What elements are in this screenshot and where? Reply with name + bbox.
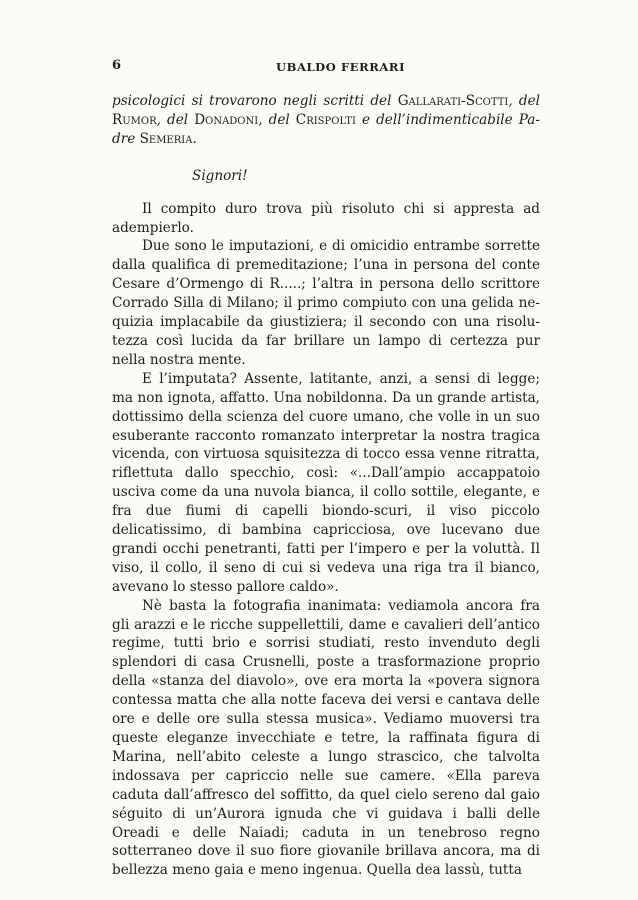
paragraph: E l’imputata? Assente, latitante, anzi, a sensi di legge; ma non ignota, affatto. Una nobildonna. Da un grande artista, dottissimo della scienza del cuore umano, che volle in un suo esuberante racconto romanzato interpretar la nostra tragica vicenda, con virtuosa squisitezza di tocco essa venne ritratta, riflettuta dallo specchio, così: «...Dall’ampio accappatoio usciva come da una nuvola bianca, il collo sottile, elegante, e fra due fiumi di capelli biondo-scuri, il viso piccolo delicatissimo, di bambina capricciosa, ove lucevano due grandi occhi penetranti, fatti per l’impero e per la voluttà. Il viso, il collo, il seno di cui si vedeva una riga tra il bianco, avevano lo stesso pallore caldo». bbox=[112, 370, 540, 595]
author-name: Crispolti bbox=[295, 111, 356, 128]
author-name: Semeria bbox=[139, 130, 193, 147]
intro-text: , del bbox=[258, 111, 296, 128]
page-number: 6 bbox=[112, 58, 122, 73]
salutation: Signori! bbox=[192, 167, 248, 184]
intro-text: , del bbox=[508, 93, 540, 109]
running-head: UBALDO FERRARI bbox=[276, 60, 406, 74]
intro-text: e dell’indimenticabile bbox=[355, 111, 519, 128]
intro-paragraph bbox=[112, 92, 540, 149]
intro-text: psicologici si trovarono negli scritti del bbox=[112, 93, 398, 109]
author-name: Donadoni bbox=[194, 111, 259, 128]
intro-text: Padre bbox=[112, 111, 540, 147]
paragraph: Il compito duro trova più risoluto chi si appresta ad adempierlo. bbox=[112, 200, 540, 236]
author-name: Gallarati-Scotti bbox=[397, 93, 509, 109]
body-text bbox=[112, 92, 540, 880]
author-name: Rumor bbox=[112, 111, 157, 128]
intro-text: , del bbox=[156, 111, 195, 128]
intro-text: . bbox=[192, 130, 197, 147]
paragraph: Due sono le imputazioni, e di omicidio entrambe sorrette dalla qualifica di premeditazione; l’una in persona del conte Cesare d’Ormengo di R.....; l’altra in persona dello scrittore Corrado Silla di Milano; il primo compiuto con una gelida nequizia implacabile da giustiziera; il secondo con una risolutezza così lucida da far brillare un lampo di certezza pur nella nostra mente. bbox=[112, 238, 540, 368]
paragraph: Nè basta la fotografia inanimata: vediamola ancora fra gli arazzi e le ricche suppellettili, dame e cavalieri dell’antico regime, tutti brio e sorrisi studiati, resto invenduto degli splendori di casa Crusnelli, poste a trasformazione proprio della «stanza del diavolo», ove era morta la «povera signora contessa matta che alla notte faceva dei versi e cantava delle ore e delle ore sulla stessa musica». Vediamo muoversi tra queste eleganze invecchiate e tetre, la raffinata figura di Marina, nell’abito celeste a lungo strascico, che talvolta indossava per capriccio nelle sue camere. «Ella pareva caduta dall’affresco del soffitto, da quel cielo sereno dal gaio séguito di un’Aurora ignuda che vi guidava i balli delle Oreadi e delle Naiadi; caduta in un tenebroso regno sotterraneo dove il suo fiore giovanile brillava ancora, ma di bellezza meno gaia e meno ingenua. Quella dea lassù, tutta bbox=[112, 597, 540, 879]
